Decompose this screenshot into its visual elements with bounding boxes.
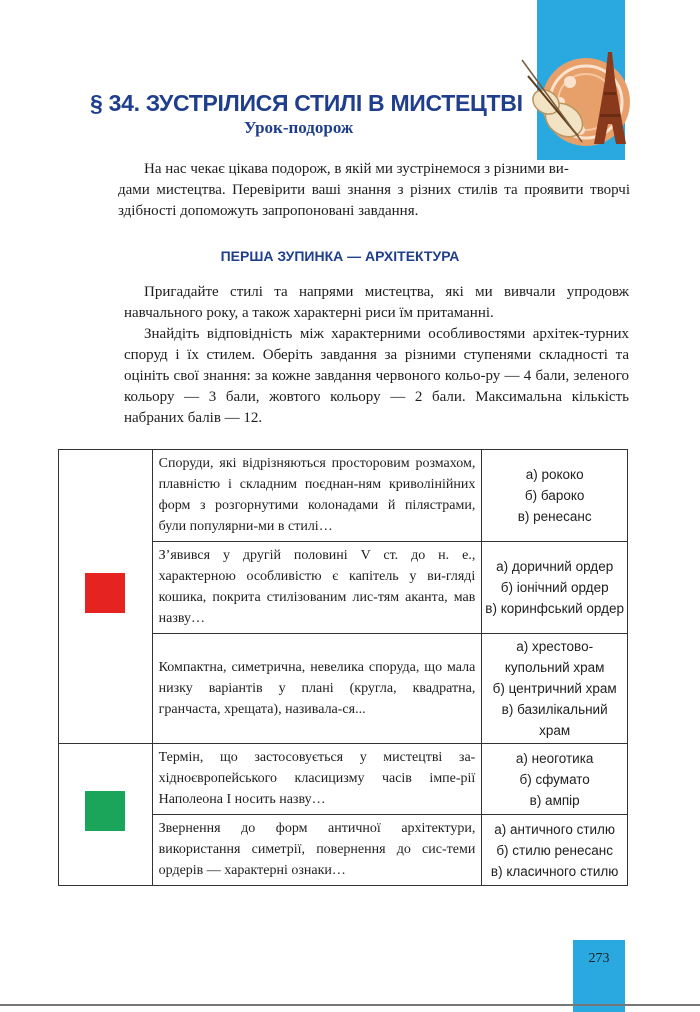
question-cell: З’явився у другій половині V ст. до н. е., характерною особливістю є капітель у ви-гляді кошика, покрита стилізованим лис-тям аканта, мав назву… [152,542,482,634]
chapter-title: § 34. ЗУСТРІЛИСЯ СТИЛІ В МИСТЕЦТВІ [90,90,523,116]
answer-options [482,815,628,886]
answer-option: в) класичного стилю [490,863,619,879]
answer-option: б) сфумато [519,771,590,787]
green-square-icon [85,791,125,831]
table-row [59,744,628,815]
answer-option: а) хрестово-купольний храм [504,639,605,675]
answer-options [482,634,628,744]
table-row [59,450,628,542]
answer-option: в) коринфський ордер [485,601,625,616]
instructions-text [124,282,629,429]
question-cell: Компактна, симетрична, невелика споруда, що мала низку варіантів у плані (кругла, квадратна, гранчаста, хрещата), називала-ся... [152,634,482,744]
answer-options [482,450,628,542]
paragraph-2: Знайдіть відповідність між характерними особливостями архітек-турних споруд і їх стилем. Оберіть завдання за різними ступенями складності та оцініть свої знання: за кожне завдання червоного кольо-ру — 4 бали, зеленого кольору — 3 бали, жовтого кольору — 2 бали. Максимальна кількість набраних балів — 12. [124,326,629,426]
answer-option: б) іонічний ордер [500,580,609,595]
answer-option: а) доричний ордер [496,559,614,574]
question-cell: Звернення до форм античної архітектури, використання симетрії, повернення до сис-теми ордерів — характерні ознаки… [152,815,482,886]
answer-option: в) ампір [529,792,580,808]
intro-line-3: творчі здібності допоможуть запропоновані завдання. [118,182,631,219]
page-number: 273 [588,951,610,966]
bottom-divider [0,1004,700,1006]
answer-option: а) рококо [525,467,584,482]
answer-option: в) ренесанс [517,509,592,524]
answer-options [482,542,628,634]
difficulty-cell-green [59,744,153,886]
red-square-icon [85,573,125,613]
paragraph-1: Пригадайте стилі та напрями мистецтва, які ми вивчали упродовж навчального року, а також характерні риси їм притаманні. [124,284,629,321]
intro-line-1: На нас чекає цікава подорож, в якій ми зустрінемося з різними ви- [144,161,569,177]
intro-line-2: дами мистецтва. Перевірити ваші знання з різних стилів та проявити [118,182,584,198]
tasks-table [58,449,628,886]
answer-option: б) бароко [524,488,585,503]
intro-paragraph [118,159,630,222]
answer-option: а) неоготика [515,750,594,766]
question-cell: Термін, що застосовується у мистецтві за-хідноєвропейського класицизму часів імпе-рії Наполеона I носить назву… [152,744,482,815]
lesson-subtitle: Урок-подорож [244,118,354,137]
question-cell: Споруди, які відрізняються просторовим розмахом, плавністю і складним поєднан-ням криволінійних форм з розгорнутими колонадами й пілястрами, були популярни-ми в стилі… [152,450,482,542]
answer-option: б) стилю ренесанс [496,842,613,858]
answer-option: б) центричний храм [492,681,617,696]
difficulty-cell-red [59,450,153,744]
section-heading: ПЕРША ЗУПИНКА — АРХІТЕКТУРА [220,248,460,264]
answer-option: а) античного стилю [494,821,616,837]
answer-options [482,744,628,815]
answer-option: в) базилікальний храм [501,702,608,738]
